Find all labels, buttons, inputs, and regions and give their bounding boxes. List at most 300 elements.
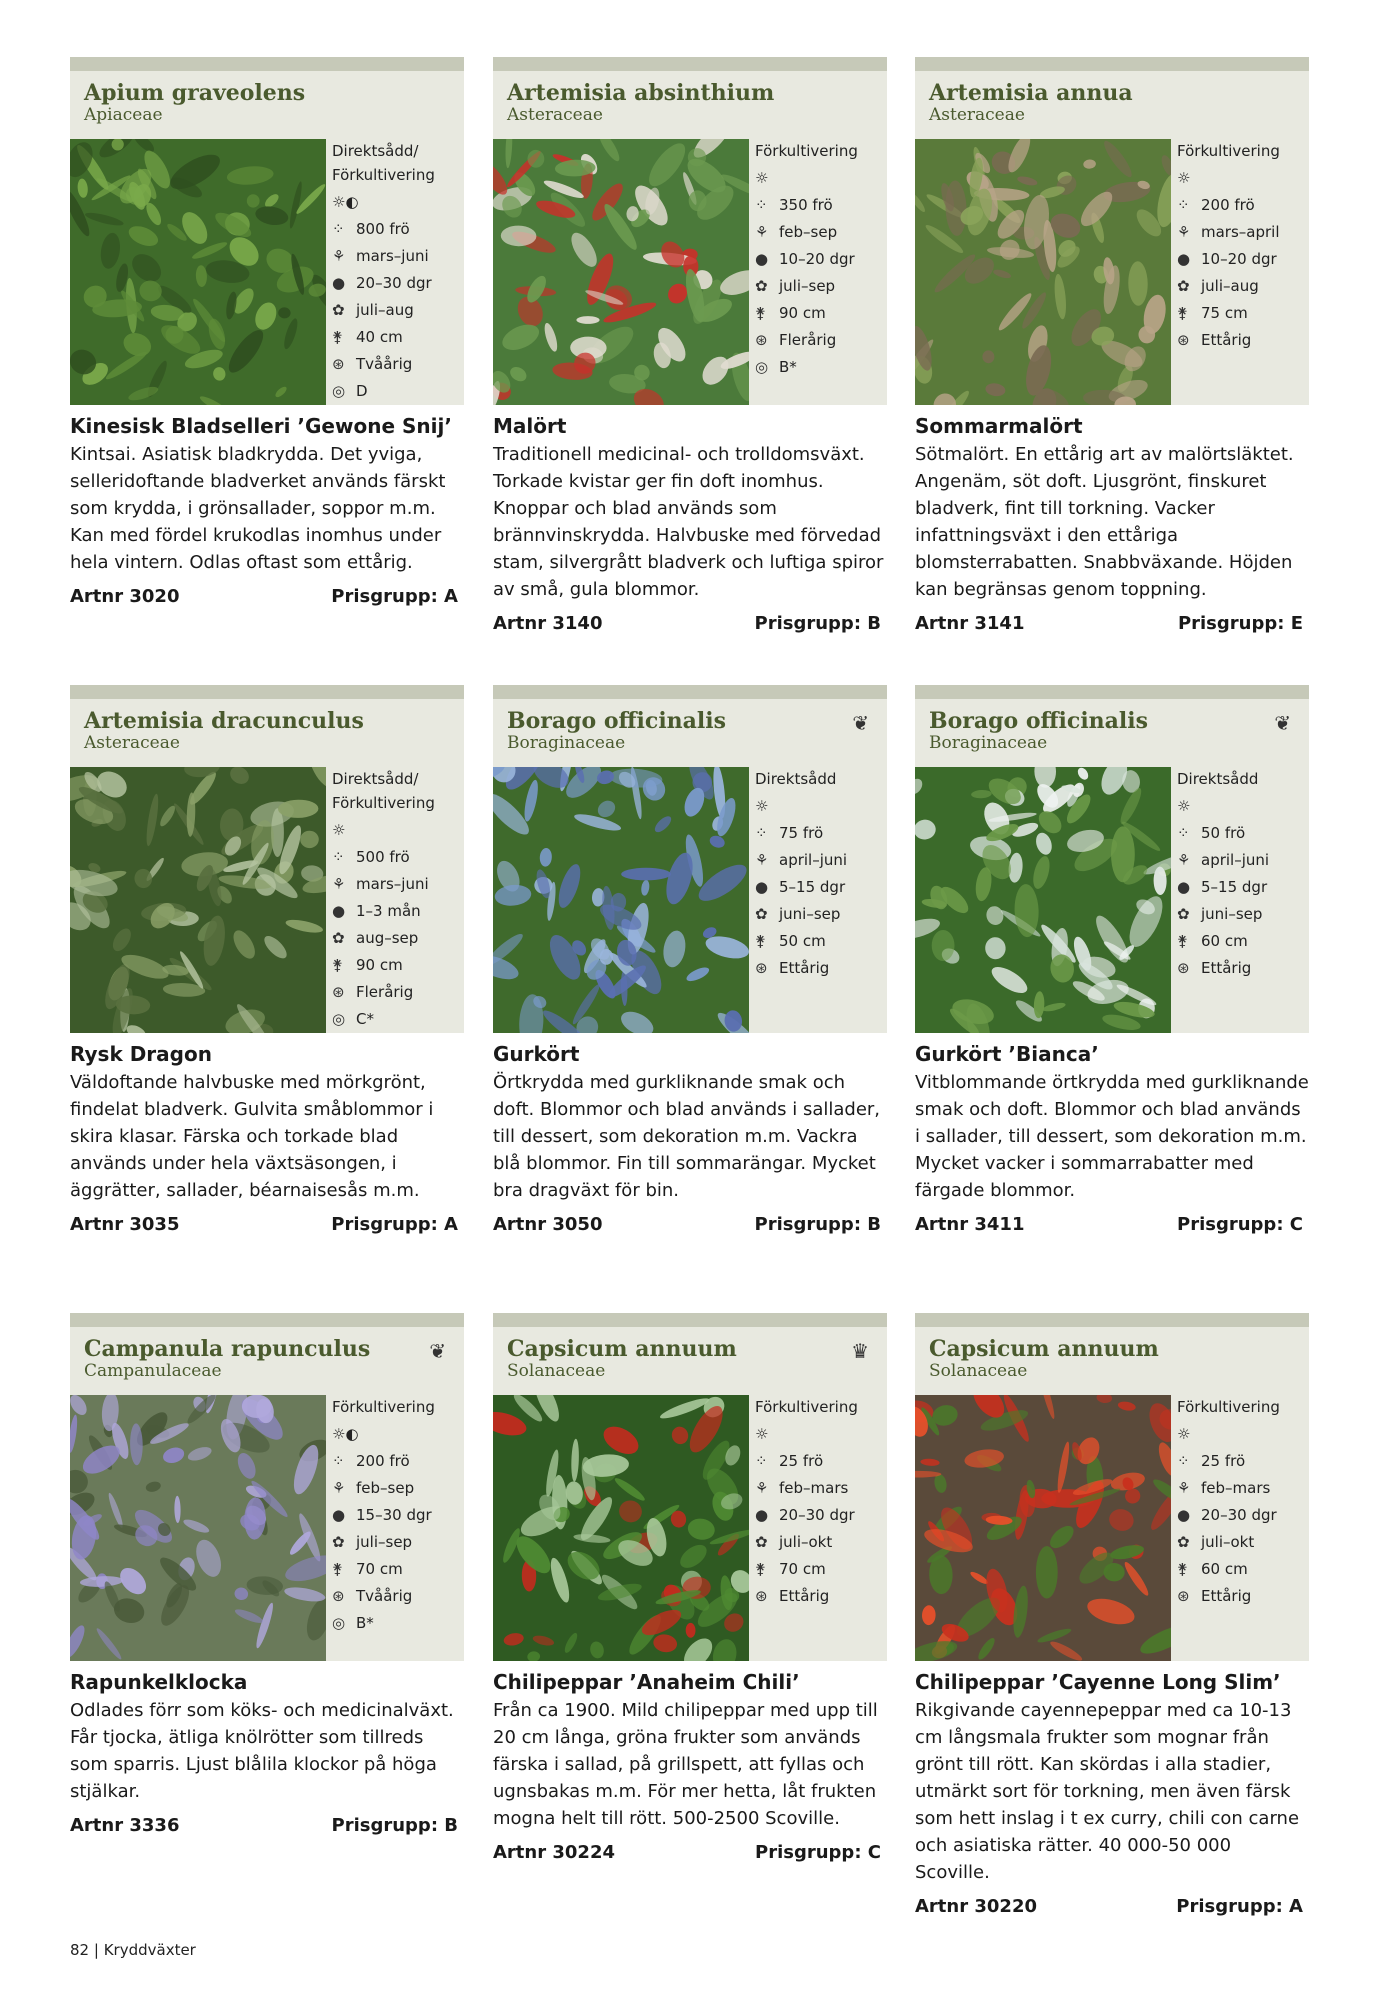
spec-harvest xyxy=(332,925,462,952)
growing-specs xyxy=(1177,767,1307,982)
spec-germ-value: 20–30 dgr xyxy=(779,1506,855,1524)
spec-germ-value: 5–15 dgr xyxy=(779,878,846,896)
spec-seeds xyxy=(1177,820,1307,847)
growing-specs xyxy=(755,1395,885,1610)
spec-life-value: Flerårig xyxy=(356,983,414,1001)
plant-photo xyxy=(493,139,749,405)
spec-seeds-value: 25 frö xyxy=(779,1452,824,1470)
variety-description: Från ca 1900. Mild chilipeppar med upp till 20 cm långa, gröna frukter som används färska i sallad, på grillspett, att fyllas och ugnsbakas m.m. För mer hetta, låt frukten mogna helt till rött. 500-2500 Scoville. xyxy=(493,1700,878,1829)
spec-life xyxy=(1177,327,1307,354)
sowing-method: Direktsådd xyxy=(755,770,837,788)
spec-life-value: Ettårig xyxy=(779,959,830,977)
variety-description: Väldoftande halvbuske med mörkgrönt, findelat bladverk. Gulvita småblommor i skira klasar. Färska och torkade blad används under hela växtsäsongen, i äggrätter, sallader, béarnaisesås m.m. xyxy=(70,1072,434,1201)
latin-name: Artemisia annua xyxy=(929,80,1133,106)
spec-life xyxy=(1177,1583,1307,1610)
article-number: Artnr 3050 xyxy=(493,1214,603,1235)
product-card xyxy=(915,1313,1309,1917)
spec-sow xyxy=(755,1475,885,1502)
card-info-panel xyxy=(493,1327,887,1661)
spec-seeds xyxy=(332,216,462,243)
card-header xyxy=(70,1327,464,1395)
code-icon: ◎ xyxy=(332,1010,346,1028)
life-icon: ⊛ xyxy=(332,1587,345,1605)
family-name: Solanaceae xyxy=(507,1361,606,1381)
harvest-icon: ✿ xyxy=(332,301,345,319)
latin-name: Artemisia absinthium xyxy=(507,80,775,106)
product-card xyxy=(493,1313,887,1863)
sun-icon: ☼ xyxy=(1177,797,1191,815)
seeds-icon: ⁘ xyxy=(332,848,345,866)
card-header xyxy=(70,71,464,139)
harvest-icon: ✿ xyxy=(755,1533,768,1551)
harvest-icon: ✿ xyxy=(332,1533,345,1551)
harvest-icon: ✿ xyxy=(332,929,345,947)
spec-sow xyxy=(1177,1475,1307,1502)
spec-life xyxy=(755,955,885,982)
spec-height-value: 60 cm xyxy=(1201,932,1248,950)
spec-harvest-value: juli–sep xyxy=(779,277,836,295)
price-group: Prisgrupp: B xyxy=(331,1815,458,1836)
germ-icon: ● xyxy=(755,878,769,896)
spec-germ-value: 10–20 dgr xyxy=(779,250,855,268)
spec-sow-value: mars–april xyxy=(1201,223,1280,241)
spec-code xyxy=(332,378,462,405)
code-icon: ◎ xyxy=(332,1614,346,1632)
spec-sow xyxy=(332,243,462,270)
latin-name: Apium graveolens xyxy=(84,80,306,106)
height-icon: ⚵ xyxy=(332,956,343,974)
price-group: Prisgrupp: A xyxy=(331,586,458,607)
spec-germ-value: 10–20 dgr xyxy=(1201,250,1277,268)
card-top-bar xyxy=(70,1313,464,1327)
spec-germ-value: 1–3 mån xyxy=(356,902,421,920)
spec-seeds-value: 350 frö xyxy=(779,196,833,214)
germ-icon: ● xyxy=(332,1506,346,1524)
height-icon: ⚵ xyxy=(1177,1560,1188,1578)
life-icon: ⊛ xyxy=(1177,959,1190,977)
article-number: Artnr 3020 xyxy=(70,586,180,607)
spec-harvest xyxy=(1177,901,1307,928)
spec-height xyxy=(755,928,885,955)
spec-height xyxy=(1177,300,1307,327)
spec-life-value: Flerårig xyxy=(779,331,837,349)
card-top-bar xyxy=(70,57,464,71)
product-card xyxy=(493,685,887,1235)
page-footer: 82 | Kryddväxter xyxy=(70,1941,196,1959)
spec-harvest-value: juli–okt xyxy=(779,1533,833,1551)
spec-germ xyxy=(755,874,885,901)
spec-seeds xyxy=(755,820,885,847)
spec-height xyxy=(1177,928,1307,955)
product-card xyxy=(70,1313,464,1836)
seeds-icon: ⁘ xyxy=(1177,196,1190,214)
spec-germ xyxy=(332,270,462,297)
germ-icon: ● xyxy=(1177,1506,1191,1524)
spec-height xyxy=(755,300,885,327)
spec-life xyxy=(332,979,462,1006)
variety-name: Gurkört xyxy=(493,1042,580,1066)
product-card xyxy=(915,685,1309,1235)
spec-sow xyxy=(755,219,885,246)
card-info-panel xyxy=(70,71,464,405)
spec-code-value: B* xyxy=(779,358,797,376)
spec-life xyxy=(332,1583,462,1610)
card-header xyxy=(493,71,887,139)
variety-description: Sötmalört. En ettårig art av malörtsläktet. Angenäm, söt doft. Ljusgrönt, finskuret bladverk, fint till torkning. Vacker infattningsväxt i den ettåriga blomsterrabatten. Snabbväxande. Höjden kan begränsas genom toppning. xyxy=(915,444,1294,600)
seeds-icon: ⁘ xyxy=(755,196,768,214)
spec-seeds xyxy=(1177,1448,1307,1475)
card-info-panel xyxy=(493,699,887,1033)
spec-life xyxy=(1177,955,1307,982)
height-icon: ⚵ xyxy=(332,328,343,346)
card-header xyxy=(70,699,464,767)
latin-name: Borago officinalis xyxy=(929,708,1149,734)
spec-harvest-value: juli–aug xyxy=(1201,277,1259,295)
sow-icon: ⚘ xyxy=(1177,1479,1191,1497)
life-icon: ⊛ xyxy=(1177,1587,1190,1605)
price-group: Prisgrupp: A xyxy=(331,1214,458,1235)
harvest-icon: ✿ xyxy=(755,277,768,295)
article-number: Artnr 3411 xyxy=(915,1214,1025,1235)
spec-harvest xyxy=(332,297,462,324)
spec-code xyxy=(332,1610,462,1637)
sun-icon: ☼ xyxy=(755,797,769,815)
card-top-bar xyxy=(493,685,887,699)
product-card xyxy=(70,685,464,1235)
seeds-icon: ⁘ xyxy=(332,220,345,238)
card-info-panel xyxy=(70,1327,464,1661)
code-icon: ◎ xyxy=(755,358,769,376)
germ-icon: ● xyxy=(755,250,769,268)
variety-name: Chilipeppar ’Cayenne Long Slim’ xyxy=(915,1670,1281,1694)
price-group: Prisgrupp: B xyxy=(754,613,881,634)
price-group: Prisgrupp: A xyxy=(1176,1896,1303,1917)
spec-sow-value: feb–mars xyxy=(1201,1479,1271,1497)
spec-harvest xyxy=(332,1529,462,1556)
plant-photo xyxy=(915,1395,1171,1661)
growing-specs xyxy=(755,139,885,381)
sow-icon: ⚘ xyxy=(755,1479,769,1497)
article-number: Artnr 3336 xyxy=(70,1815,180,1836)
variety-description: Odlades förr som köks- och medicinalväxt. Får tjocka, ätliga knölrötter som tillreds som sparris. Ljust blålila klockor på höga stjälkar. xyxy=(70,1700,454,1802)
spec-seeds-value: 75 frö xyxy=(779,824,824,842)
spec-germ-value: 20–30 dgr xyxy=(356,274,432,292)
sowing-method: Förkultivering xyxy=(1177,1398,1280,1416)
product-card xyxy=(493,57,887,634)
spec-germ xyxy=(1177,246,1307,273)
plant-photo xyxy=(493,1395,749,1661)
harvest-icon: ✿ xyxy=(755,905,768,923)
sow-icon: ⚘ xyxy=(332,1479,346,1497)
article-number: Artnr 30220 xyxy=(915,1896,1037,1917)
spec-code-value: D xyxy=(356,382,368,400)
spec-harvest-value: juni–sep xyxy=(779,905,841,923)
spec-germ-value: 20–30 dgr xyxy=(1201,1506,1277,1524)
spec-harvest xyxy=(755,273,885,300)
variety-name: Rapunkelklocka xyxy=(70,1670,248,1694)
article-number: Artnr 3141 xyxy=(915,613,1025,634)
spec-germ xyxy=(1177,1502,1307,1529)
family-name: Campanulaceae xyxy=(84,1361,222,1381)
growing-specs xyxy=(1177,1395,1307,1610)
germ-icon: ● xyxy=(1177,250,1191,268)
spec-seeds xyxy=(332,844,462,871)
variety-name: Kinesisk Bladselleri ’Gewone Snij’ xyxy=(70,414,452,438)
sowing-method: Förkultivering xyxy=(755,1398,858,1416)
card-info-panel xyxy=(493,71,887,405)
card-top-bar xyxy=(70,685,464,699)
variety-description: Kintsai. Asiatisk bladkrydda. Det yviga, selleridoftande bladverket används färskt som krydda, i grönsallader, soppor m.m. Kan med fördel krukodlas inomhus under hela vintern. Odlas oftast som ettårig. xyxy=(70,444,446,573)
spec-germ xyxy=(755,1502,885,1529)
card-top-bar xyxy=(915,685,1309,699)
spec-code-value: C* xyxy=(356,1010,374,1028)
spec-germ xyxy=(1177,874,1307,901)
spec-life xyxy=(332,351,462,378)
spec-code-value: B* xyxy=(356,1614,374,1632)
spec-harvest-value: juli–sep xyxy=(356,1533,413,1551)
sun-icon: ☼ xyxy=(332,821,346,839)
life-icon: ⊛ xyxy=(332,355,345,373)
spec-germ-value: 15–30 dgr xyxy=(356,1506,432,1524)
card-footer xyxy=(915,1896,1309,1917)
spec-sow xyxy=(755,847,885,874)
spec-seeds xyxy=(1177,192,1307,219)
life-icon: ⊛ xyxy=(1177,331,1190,349)
spec-seeds xyxy=(755,1448,885,1475)
sowing-method: Direktsådd/ Förkultivering xyxy=(332,770,435,812)
spec-height xyxy=(332,324,462,351)
spec-height xyxy=(332,1556,462,1583)
spec-sow xyxy=(1177,219,1307,246)
family-name: Solanaceae xyxy=(929,1361,1028,1381)
seeds-icon: ⁘ xyxy=(1177,1452,1190,1470)
spec-height-value: 70 cm xyxy=(779,1560,826,1578)
spec-height-value: 50 cm xyxy=(779,932,826,950)
spec-height-value: 90 cm xyxy=(356,956,403,974)
spec-seeds-value: 200 frö xyxy=(1201,196,1255,214)
card-footer xyxy=(493,1214,887,1235)
harvest-icon: ✿ xyxy=(1177,1533,1190,1551)
variety-name: Chilipeppar ’Anaheim Chili’ xyxy=(493,1670,800,1694)
growing-specs xyxy=(755,767,885,982)
sowing-method: Förkultivering xyxy=(332,1398,435,1416)
card-footer xyxy=(70,1815,464,1836)
life-icon: ⊛ xyxy=(332,983,345,1001)
family-name: Boraginaceae xyxy=(507,733,626,753)
family-name: Apiaceae xyxy=(84,105,163,125)
page-number: 82 xyxy=(70,1941,90,1959)
spec-height-value: 75 cm xyxy=(1201,304,1248,322)
spec-sow-value: feb–sep xyxy=(779,223,838,241)
spec-height xyxy=(755,1556,885,1583)
sun-icon: ☼◐ xyxy=(332,193,359,211)
spec-seeds-value: 25 frö xyxy=(1201,1452,1246,1470)
spec-germ xyxy=(332,898,462,925)
growing-specs xyxy=(332,1395,462,1637)
latin-name: Borago officinalis xyxy=(507,708,727,734)
plant-photo xyxy=(915,139,1171,405)
card-header xyxy=(915,699,1309,767)
sow-icon: ⚘ xyxy=(1177,851,1191,869)
height-icon: ⚵ xyxy=(1177,304,1188,322)
card-footer xyxy=(493,613,887,634)
variety-name: Gurkört ’Bianca’ xyxy=(915,1042,1099,1066)
card-header xyxy=(493,1327,887,1395)
variety-name: Malört xyxy=(493,414,567,438)
card-info-panel xyxy=(70,699,464,1033)
card-top-bar xyxy=(915,57,1309,71)
latin-name: Capsicum annuum xyxy=(929,1336,1159,1362)
category-badge-icon: ❦ xyxy=(852,711,869,735)
life-icon: ⊛ xyxy=(755,959,768,977)
card-footer xyxy=(915,613,1309,634)
spec-seeds-value: 200 frö xyxy=(356,1452,410,1470)
spec-harvest-value: juni–sep xyxy=(1201,905,1263,923)
card-header xyxy=(493,699,887,767)
sun-icon: ☼◐ xyxy=(332,1425,359,1443)
spec-harvest-value: juli–aug xyxy=(356,301,414,319)
spec-sow-value: mars–juni xyxy=(356,247,429,265)
category-badge-icon: ❦ xyxy=(1274,711,1291,735)
card-footer xyxy=(915,1214,1309,1235)
germ-icon: ● xyxy=(1177,878,1191,896)
family-name: Boraginaceae xyxy=(929,733,1048,753)
spec-seeds-value: 800 frö xyxy=(356,220,410,238)
sun-icon: ☼ xyxy=(1177,1425,1191,1443)
sun-icon: ☼ xyxy=(755,169,769,187)
sow-icon: ⚘ xyxy=(332,247,346,265)
card-info-panel xyxy=(915,1327,1309,1661)
spec-germ-value: 5–15 dgr xyxy=(1201,878,1268,896)
height-icon: ⚵ xyxy=(755,304,766,322)
variety-description: Vitblommande örtkrydda med gurkliknande smak och doft. Blommor och blad används i sallader, till dessert, som dekoration m.m. Mycket vacker i sommarrabatter med färgade blommor. xyxy=(915,1072,1309,1201)
germ-icon: ● xyxy=(332,902,346,920)
sow-icon: ⚘ xyxy=(1177,223,1191,241)
germ-icon: ● xyxy=(332,274,346,292)
spec-life-value: Ettårig xyxy=(1201,959,1252,977)
height-icon: ⚵ xyxy=(755,1560,766,1578)
price-group: Prisgrupp: C xyxy=(1177,1214,1303,1235)
spec-height-value: 60 cm xyxy=(1201,1560,1248,1578)
spec-germ xyxy=(332,1502,462,1529)
spec-life-value: Ettårig xyxy=(779,1587,830,1605)
plant-photo xyxy=(70,139,326,405)
product-card xyxy=(915,57,1309,634)
spec-code xyxy=(332,1006,462,1033)
spec-sow-value: april–juni xyxy=(779,851,848,869)
seeds-icon: ⁘ xyxy=(755,824,768,842)
spec-code xyxy=(755,354,885,381)
spec-harvest xyxy=(755,1529,885,1556)
price-group: Prisgrupp: B xyxy=(754,1214,881,1235)
card-footer xyxy=(493,1842,887,1863)
latin-name: Campanula rapunculus xyxy=(84,1336,371,1362)
harvest-icon: ✿ xyxy=(1177,905,1190,923)
code-icon: ◎ xyxy=(332,382,346,400)
spec-life-value: Tvåårig xyxy=(356,1587,413,1605)
seeds-icon: ⁘ xyxy=(332,1452,345,1470)
spec-life xyxy=(755,327,885,354)
price-group: Prisgrupp: C xyxy=(755,1842,881,1863)
price-group: Prisgrupp: E xyxy=(1177,613,1303,634)
life-icon: ⊛ xyxy=(755,331,768,349)
sow-icon: ⚘ xyxy=(332,875,346,893)
category-badge-icon: ♛ xyxy=(851,1339,869,1363)
spec-life-value: Ettårig xyxy=(1201,1587,1252,1605)
spec-germ xyxy=(755,246,885,273)
spec-height xyxy=(1177,1556,1307,1583)
spec-height-value: 70 cm xyxy=(356,1560,403,1578)
article-number: Artnr 30224 xyxy=(493,1842,615,1863)
spec-seeds xyxy=(332,1448,462,1475)
spec-harvest-value: aug–sep xyxy=(356,929,419,947)
card-top-bar xyxy=(493,1313,887,1327)
spec-sow-value: feb–mars xyxy=(779,1479,849,1497)
height-icon: ⚵ xyxy=(1177,932,1188,950)
spec-harvest xyxy=(1177,273,1307,300)
variety-description: Rikgivande cayennepeppar med ca 10-13 cm långsmala frukter som mognar från grönt till rött. Kan skördas i alla stadier, utmärkt sort för torkning, men även färsk som hett inslag i t ex curry, chili con carne och asiatiska rätter. 40 000-50 000 Scoville. xyxy=(915,1700,1300,1883)
spec-harvest xyxy=(1177,1529,1307,1556)
plant-photo xyxy=(70,1395,326,1661)
sow-icon: ⚘ xyxy=(755,851,769,869)
spec-life-value: Tvåårig xyxy=(356,355,413,373)
spec-seeds xyxy=(755,192,885,219)
card-footer xyxy=(70,586,464,607)
spec-sow-value: april–juni xyxy=(1201,851,1270,869)
sowing-method: Direktsådd xyxy=(1177,770,1259,788)
card-header xyxy=(915,1327,1309,1395)
plant-photo xyxy=(70,767,326,1033)
spec-harvest-value: juli–okt xyxy=(1201,1533,1255,1551)
growing-specs xyxy=(332,767,462,1033)
spec-height-value: 90 cm xyxy=(779,304,826,322)
spec-sow xyxy=(1177,847,1307,874)
sow-icon: ⚘ xyxy=(755,223,769,241)
family-name: Asteraceae xyxy=(84,733,180,753)
growing-specs xyxy=(1177,139,1307,354)
family-name: Asteraceae xyxy=(507,105,603,125)
article-number: Artnr 3035 xyxy=(70,1214,180,1235)
sowing-method: Förkultivering xyxy=(755,142,858,160)
plant-photo xyxy=(915,767,1171,1033)
product-card xyxy=(70,57,464,607)
card-info-panel xyxy=(915,71,1309,405)
spec-sow-value: mars–juni xyxy=(356,875,429,893)
article-number: Artnr 3140 xyxy=(493,613,603,634)
spec-life-value: Ettårig xyxy=(1201,331,1252,349)
sun-icon: ☼ xyxy=(1177,169,1191,187)
section-name: Kryddväxter xyxy=(103,1941,196,1959)
card-top-bar xyxy=(915,1313,1309,1327)
spec-height xyxy=(332,952,462,979)
sun-icon: ☼ xyxy=(755,1425,769,1443)
sowing-method: Förkultivering xyxy=(1177,142,1280,160)
height-icon: ⚵ xyxy=(332,1560,343,1578)
seeds-icon: ⁘ xyxy=(1177,824,1190,842)
harvest-icon: ✿ xyxy=(1177,277,1190,295)
variety-name: Rysk Dragon xyxy=(70,1042,212,1066)
card-footer xyxy=(70,1214,464,1235)
spec-life xyxy=(755,1583,885,1610)
latin-name: Artemisia dracunculus xyxy=(84,708,364,734)
seeds-icon: ⁘ xyxy=(755,1452,768,1470)
variety-description: Traditionell medicinal- och trolldomsväxt. Torkade kvistar ger fin doft inomhus. Knoppar och blad används som brännvinskrydda. Halvbuske med förvedad stam, silvergrått bladverk och luftiga spiror av små, gula blommor. xyxy=(493,444,884,600)
growing-specs xyxy=(332,139,462,405)
category-badge-icon: ❦ xyxy=(429,1339,446,1363)
spec-sow-value: feb–sep xyxy=(356,1479,415,1497)
spec-sow xyxy=(332,871,462,898)
spec-sow xyxy=(332,1475,462,1502)
